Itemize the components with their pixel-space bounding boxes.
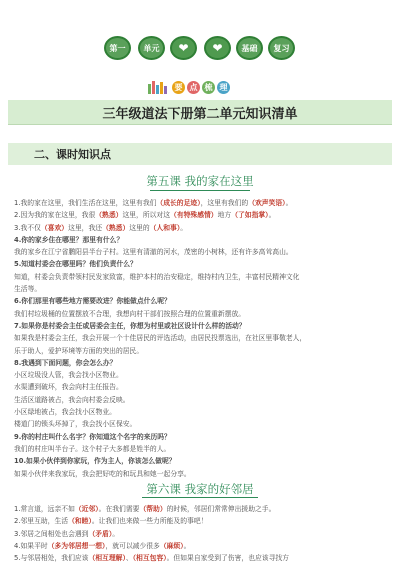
line-text: 8.我遇到下面问题，你会怎么办？ bbox=[14, 358, 117, 367]
content-line bbox=[14, 222, 390, 234]
unit-badge: 单元 bbox=[138, 36, 165, 60]
line-text: 1.我的家在这里，我们生活在这里，这里有我们 bbox=[14, 199, 157, 207]
line-text: 这里，所以对这 bbox=[122, 211, 171, 220]
answer-blank: （多为邻居想一想） bbox=[47, 541, 106, 550]
line-text: 的时候，邻居们常常伸出援助之手。 bbox=[166, 505, 276, 513]
answer-blank: （人和事） bbox=[149, 223, 181, 232]
line-text: 。让我们也来做一些力所能及的事吧！ bbox=[91, 517, 208, 526]
question-line bbox=[14, 455, 390, 467]
section-heading: 二、课时知识点 bbox=[34, 148, 111, 161]
content-line bbox=[14, 283, 390, 295]
line-text: 。 bbox=[268, 211, 276, 220]
line-text: 、 bbox=[125, 554, 133, 563]
content-line bbox=[14, 345, 390, 357]
unit-badge: 复习 bbox=[268, 36, 295, 60]
heart-badge bbox=[170, 36, 197, 60]
question-line bbox=[14, 431, 390, 443]
content-line bbox=[14, 515, 390, 527]
books-icon bbox=[148, 80, 168, 94]
line-text: 7.如果你是村委会主任或居委会主任，你想为村里或社区设计什么样的活动？ bbox=[14, 321, 246, 330]
logo-char: 梳 bbox=[202, 81, 215, 94]
line-text: 我们村垃圾桶的位置摆放不合理，我想向村干部们按照合理的位置重新摆放。 bbox=[14, 309, 246, 318]
unit-badge: 基础 bbox=[236, 36, 263, 60]
logo-char: 要 bbox=[172, 81, 185, 94]
content-line bbox=[14, 369, 390, 381]
line-text: 乐于助人，爱护环境等方面的突出的居民。 bbox=[14, 346, 144, 355]
content-line bbox=[14, 552, 390, 564]
logo-key-points bbox=[148, 79, 258, 95]
section-heading-band bbox=[8, 143, 392, 165]
line-text: 10.如果小伙伴到你家玩，作为主人，你该怎么做呢？ bbox=[14, 457, 176, 466]
line-text: 如果小伙伴来我家玩，我会把好吃的和玩具和她一起分享。 bbox=[14, 469, 191, 478]
line-text: 4.如果平时 bbox=[14, 541, 48, 550]
line-text: 9.你的村庄叫什么名字？你知道这个名字的来历吗？ bbox=[14, 432, 171, 441]
content-line bbox=[14, 246, 390, 258]
line-text: 6.你们那里有哪些地方需要改进？你能做点什么呢？ bbox=[14, 297, 171, 306]
line-text: ，就可以减少很多 bbox=[105, 541, 160, 550]
answer-blank: （帮助） bbox=[139, 505, 167, 513]
line-text: 3.我不仅 bbox=[14, 223, 41, 232]
answer-blank: （有特殊感情） bbox=[170, 211, 218, 220]
answer-blank: （欢声笑语） bbox=[248, 199, 286, 207]
line-text: 如果我是村委会主任，我会开展一个十佳居民的评选活动，由居民投票选出，在社区里事敬老人， bbox=[14, 334, 307, 343]
line-text: 1.常言道，远亲不如 bbox=[14, 505, 75, 513]
content-line bbox=[14, 394, 390, 406]
heart-icon: ❤ bbox=[178, 41, 189, 55]
answer-blank: （麻烦） bbox=[159, 541, 184, 550]
lesson-5-title: 第五课 我的家在这里 bbox=[146, 174, 254, 188]
content-line bbox=[14, 332, 390, 344]
document-title: 三年级道法下册第二单元知识清单 bbox=[102, 106, 298, 122]
answer-blank: （成长的足迹） bbox=[156, 199, 201, 207]
question-line bbox=[14, 258, 390, 270]
answer-blank: （喜欢） bbox=[40, 223, 69, 232]
lesson-6-content bbox=[14, 503, 390, 564]
line-text: 这里，我还 bbox=[68, 223, 103, 232]
line-text: 地方 bbox=[217, 211, 232, 220]
line-text: 小区绿地被占，我会找小区物业。 bbox=[14, 408, 116, 417]
answer-blank: （熟悉） bbox=[95, 211, 123, 220]
question-line bbox=[14, 295, 390, 307]
answer-blank: （矛盾） bbox=[88, 529, 113, 538]
line-text: 楼道门的锁头坏掉了，我会找小区保安。 bbox=[14, 420, 137, 429]
answer-blank: （熟悉） bbox=[102, 223, 130, 232]
lesson-5-underline bbox=[150, 190, 250, 191]
content-line bbox=[14, 443, 390, 455]
line-text: 我的家乡在江宁省鹏阳县半台子村。这里有清澈的河水，茂密的小树林，还有许多高耸高山。 bbox=[14, 248, 293, 257]
heart-icon: ❤ bbox=[212, 41, 223, 55]
content-line bbox=[14, 209, 390, 221]
content-line bbox=[14, 271, 390, 283]
line-text: 生活区道路被占，我会向村委会反映。 bbox=[14, 395, 130, 404]
content-line bbox=[14, 197, 390, 209]
question-line bbox=[14, 320, 390, 332]
lesson-6-underline bbox=[142, 497, 258, 498]
question-line bbox=[14, 234, 390, 246]
lesson-6-title: 第六课 我家的好邻居 bbox=[146, 482, 254, 496]
line-text: 我们的村庄叫半台子。这个村子大多都是姓半的人。 bbox=[14, 444, 171, 453]
answer-blank: （相互理解） bbox=[88, 554, 126, 563]
content-line bbox=[14, 540, 390, 552]
line-text: 。 bbox=[285, 199, 293, 207]
content-line bbox=[14, 418, 390, 430]
content-line bbox=[14, 528, 390, 540]
line-text: 2.因为我的家在这里，我很 bbox=[14, 211, 96, 220]
line-text: 这里的 bbox=[129, 223, 150, 232]
answer-blank: （和睦） bbox=[68, 517, 92, 526]
content-line bbox=[14, 381, 390, 393]
line-text: 。但如果自家受到了伤害，也应该寻找方 bbox=[166, 554, 289, 563]
line-text: 。在我们需要 bbox=[98, 505, 140, 513]
content-line bbox=[14, 503, 390, 515]
unit-badge: 第一 bbox=[104, 36, 131, 60]
answer-blank: （近邻） bbox=[74, 505, 99, 513]
line-text: ，这里有我们的 bbox=[200, 199, 249, 207]
logo-char: 点 bbox=[187, 81, 200, 94]
document-title-band bbox=[8, 100, 392, 125]
answer-blank: （了如指掌） bbox=[231, 211, 269, 220]
line-text: 水渠遭到破坏，我会向村主任报告。 bbox=[14, 383, 123, 392]
line-text: 3.邻居之间相处也会遇到 bbox=[14, 529, 89, 538]
logo-char: 理 bbox=[217, 81, 230, 94]
line-text: 。 bbox=[183, 541, 191, 550]
unit-badges bbox=[0, 36, 400, 60]
question-line bbox=[14, 357, 390, 369]
line-text: 5.与邻居相处，我们应该 bbox=[14, 554, 89, 563]
content-line bbox=[14, 308, 390, 320]
content-line bbox=[14, 406, 390, 418]
line-text: 生活等。 bbox=[14, 285, 42, 294]
line-text: 小区垃圾没人管，我会找小区物业。 bbox=[14, 371, 123, 380]
line-text: 。 bbox=[180, 223, 188, 232]
line-text: 4.你的家乡住在哪里？那里有什么？ bbox=[14, 235, 124, 244]
lesson-5-content bbox=[14, 197, 390, 480]
line-text: 。 bbox=[112, 529, 120, 538]
line-text: 知道，村委会负责带领村民发家致富，维护本村的治安稳定，维持村内卫生，丰富村民精神文化 bbox=[14, 272, 300, 281]
answer-blank: （相互包容） bbox=[132, 554, 167, 563]
content-line bbox=[14, 468, 390, 480]
line-text: 2.邻里互助，生活 bbox=[14, 517, 69, 526]
line-text: 5.知道村委会在哪里吗？他们负责什么？ bbox=[14, 260, 137, 269]
heart-badge bbox=[204, 36, 231, 60]
